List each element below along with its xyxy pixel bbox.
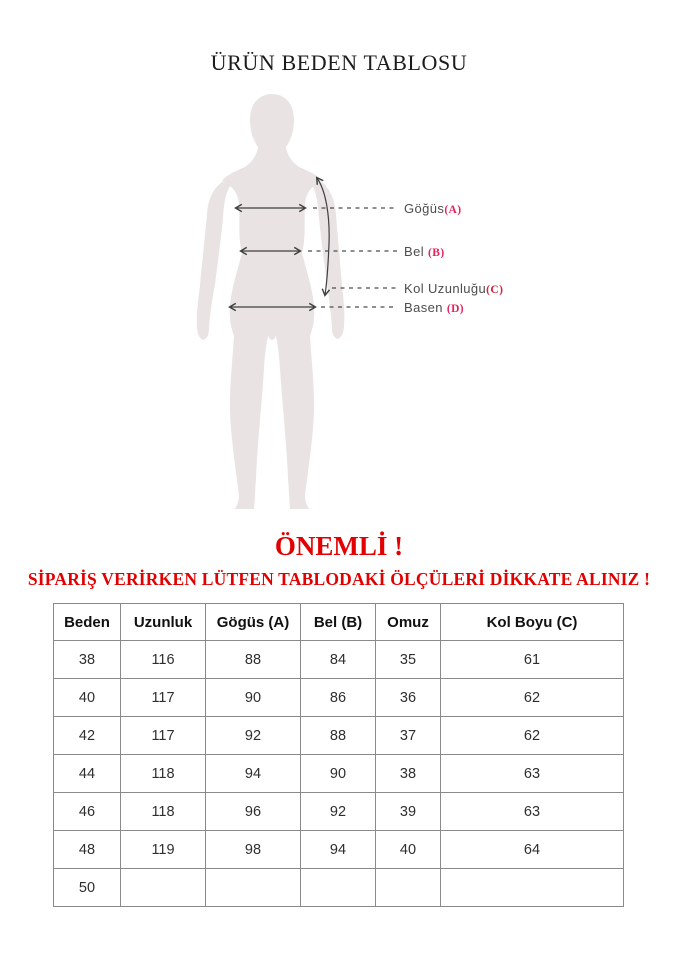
torso-head-legs-shape — [222, 94, 322, 509]
column-header: Uzunluk — [121, 604, 206, 641]
table-cell: 42 — [54, 717, 121, 755]
table-cell: 94 — [301, 831, 376, 869]
header-row — [54, 604, 624, 641]
table-cell: 37 — [376, 717, 441, 755]
table-cell: 61 — [441, 641, 624, 679]
table-cell: 40 — [54, 679, 121, 717]
table-cell — [376, 869, 441, 907]
table-cell: 62 — [441, 717, 624, 755]
table-cell: 94 — [206, 755, 301, 793]
table-row — [54, 793, 624, 831]
waist-label-text: Bel — [404, 244, 429, 259]
table-cell: 92 — [301, 793, 376, 831]
arm-label-letter: (C) — [486, 284, 504, 296]
chest-measure-label — [404, 201, 461, 216]
table-cell: 98 — [206, 831, 301, 869]
table-cell: 39 — [376, 793, 441, 831]
column-header: Beden — [54, 604, 121, 641]
important-heading: ÖNEMLİ ! — [274, 531, 404, 561]
table-cell: 64 — [441, 831, 624, 869]
table-cell: 90 — [301, 755, 376, 793]
table-cell: 117 — [121, 717, 206, 755]
table-cell: 88 — [206, 641, 301, 679]
waist-measure-label — [404, 244, 445, 259]
table-row — [54, 755, 624, 793]
hip-label-letter: (D) — [446, 303, 465, 315]
table-cell: 38 — [54, 641, 121, 679]
table-cell — [206, 869, 301, 907]
table-cell: 48 — [54, 831, 121, 869]
table-cell: 63 — [441, 793, 624, 831]
table-cell: 88 — [301, 717, 376, 755]
table-cell: 50 — [54, 869, 121, 907]
table-row — [54, 679, 624, 717]
table-cell: 40 — [376, 831, 441, 869]
size-table — [53, 603, 624, 907]
table-cell: 44 — [54, 755, 121, 793]
arm-label-text: Kol Uzunluğu — [404, 281, 487, 296]
table-cell: 92 — [206, 717, 301, 755]
table-row — [54, 641, 624, 679]
arm-length-measure-label — [404, 281, 503, 296]
left-arm-shape — [197, 182, 232, 340]
table-cell: 63 — [441, 755, 624, 793]
table-cell: 38 — [376, 755, 441, 793]
size-table-body — [54, 641, 624, 907]
waist-label-letter: (B) — [428, 247, 445, 259]
size-table-head — [54, 604, 624, 641]
table-cell: 117 — [121, 679, 206, 717]
table-cell: 84 — [301, 641, 376, 679]
hip-label-text: Basen — [404, 300, 447, 315]
table-cell: 36 — [376, 679, 441, 717]
column-header: Bel (B) — [301, 604, 376, 641]
table-cell — [441, 869, 624, 907]
body-measurement-figure — [180, 88, 410, 516]
table-cell: 90 — [206, 679, 301, 717]
column-header: Kol Boyu (C) — [441, 604, 624, 641]
table-cell: 118 — [121, 755, 206, 793]
table-row — [54, 831, 624, 869]
page-title: ÜRÜN BEDEN TABLOSU — [210, 50, 468, 75]
table-cell — [121, 869, 206, 907]
column-header: Gögüs (A) — [206, 604, 301, 641]
table-cell: 35 — [376, 641, 441, 679]
table-cell — [301, 869, 376, 907]
warning-text: SİPARİŞ VERİRKEN LÜTFEN TABLODAKİ ÖLÇÜLERİ DİKKATE ALINIZ ! — [27, 569, 651, 589]
column-header: Omuz — [376, 604, 441, 641]
hip-measure-label — [404, 300, 464, 315]
table-row — [54, 717, 624, 755]
table-cell: 118 — [121, 793, 206, 831]
table-row — [54, 869, 624, 907]
female-body-silhouette — [197, 94, 345, 509]
table-cell: 119 — [121, 831, 206, 869]
table-cell: 86 — [301, 679, 376, 717]
table-cell: 96 — [206, 793, 301, 831]
chest-label-text: Göğüs — [404, 201, 445, 216]
table-cell: 62 — [441, 679, 624, 717]
chest-label-letter: (A) — [444, 204, 462, 216]
table-cell: 46 — [54, 793, 121, 831]
table-cell: 116 — [121, 641, 206, 679]
